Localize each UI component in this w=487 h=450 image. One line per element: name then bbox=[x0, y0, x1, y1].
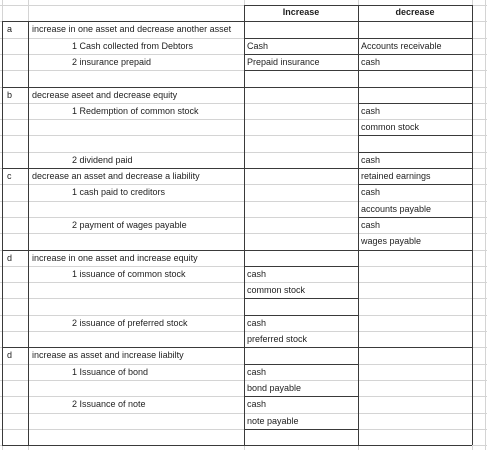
increase-account: preferred stock bbox=[247, 334, 308, 344]
increase-column-border bbox=[244, 5, 245, 445]
cell-border bbox=[244, 70, 358, 71]
decrease-account: cash bbox=[361, 105, 381, 116]
increase-account: bond payable bbox=[247, 382, 302, 393]
cell-border bbox=[358, 38, 472, 39]
increase-account: cash bbox=[247, 317, 267, 328]
table-bottom-border bbox=[2, 445, 472, 446]
transaction-description: 1 cash paid to creditors bbox=[72, 187, 166, 198]
decrease-account: cash bbox=[361, 219, 381, 230]
transaction-description: 1 issuance of common stock bbox=[72, 268, 186, 279]
section-letter: d bbox=[7, 350, 13, 361]
decrease-account: cash bbox=[361, 154, 381, 165]
transaction-description: 2 insurance prepaid bbox=[72, 56, 152, 67]
cell-border bbox=[244, 429, 358, 430]
section-border bbox=[2, 87, 472, 88]
table-right-border bbox=[472, 5, 473, 445]
cell-border bbox=[358, 135, 472, 136]
table-left-border bbox=[2, 21, 3, 445]
cell-border bbox=[244, 315, 358, 316]
section-letter: c bbox=[7, 171, 12, 181]
cell-border bbox=[244, 54, 358, 55]
increase-column-header: Increase bbox=[282, 7, 320, 17]
decrease-account: wages payable bbox=[361, 236, 422, 247]
section-border bbox=[2, 21, 472, 22]
decrease-account: accounts payable bbox=[361, 203, 432, 214]
cell-border bbox=[244, 266, 358, 267]
decrease-account: common stock bbox=[361, 122, 420, 133]
cell-border bbox=[358, 70, 472, 71]
section-title: decrease aseet and decrease equity bbox=[32, 89, 178, 100]
increase-account: common stock bbox=[247, 285, 306, 296]
transaction-description: 1 Redemption of common stock bbox=[72, 105, 199, 116]
cell-border bbox=[358, 152, 472, 153]
header-top-border bbox=[244, 5, 472, 6]
transaction-description: 2 dividend paid bbox=[72, 154, 133, 165]
section-border bbox=[2, 168, 472, 169]
cell-border bbox=[358, 217, 472, 218]
section-letter: b bbox=[7, 89, 13, 100]
transaction-description: 2 Issuance of note bbox=[72, 399, 146, 410]
decrease-column-header: decrease bbox=[395, 7, 435, 17]
cell-border bbox=[358, 103, 472, 104]
decrease-column-border bbox=[358, 5, 359, 445]
cell-border bbox=[244, 298, 358, 299]
cell-border bbox=[358, 54, 472, 55]
decrease-account: cash bbox=[361, 187, 381, 198]
section-title: increase in one asset and decrease another asset bbox=[32, 24, 232, 35]
increase-account: cash bbox=[247, 268, 267, 279]
increase-account: note payable bbox=[247, 415, 299, 426]
decrease-account: Accounts receivable bbox=[361, 40, 442, 51]
transaction-description: 1 Cash collected from Debtors bbox=[72, 40, 194, 51]
cell-border bbox=[244, 396, 358, 397]
increase-account: Cash bbox=[247, 40, 269, 51]
cell-border bbox=[244, 38, 358, 39]
decrease-account: cash bbox=[361, 56, 381, 67]
increase-account: cash bbox=[247, 366, 267, 377]
section-letter: a bbox=[7, 24, 13, 35]
decrease-account: retained earnings bbox=[361, 171, 431, 181]
section-title: increase in one asset and increase equity bbox=[32, 252, 198, 263]
increase-account: cash bbox=[247, 399, 267, 410]
section-title: decrease an asset and decrease a liability bbox=[32, 171, 200, 181]
cell-border bbox=[244, 364, 358, 365]
transaction-description: 2 issuance of preferred stock bbox=[72, 317, 188, 328]
section-border bbox=[2, 347, 472, 348]
transaction-description: 1 Issuance of bond bbox=[72, 366, 149, 377]
letter-column-border bbox=[28, 21, 29, 445]
increase-account: Prepaid insurance bbox=[247, 56, 320, 67]
section-title: increase as asset and increase liabilty bbox=[32, 350, 184, 361]
transaction-description: 2 payment of wages payable bbox=[72, 219, 187, 230]
grid-col-line bbox=[485, 0, 486, 450]
section-letter: d bbox=[7, 252, 13, 263]
cell-border bbox=[358, 184, 472, 185]
section-border bbox=[2, 250, 472, 251]
